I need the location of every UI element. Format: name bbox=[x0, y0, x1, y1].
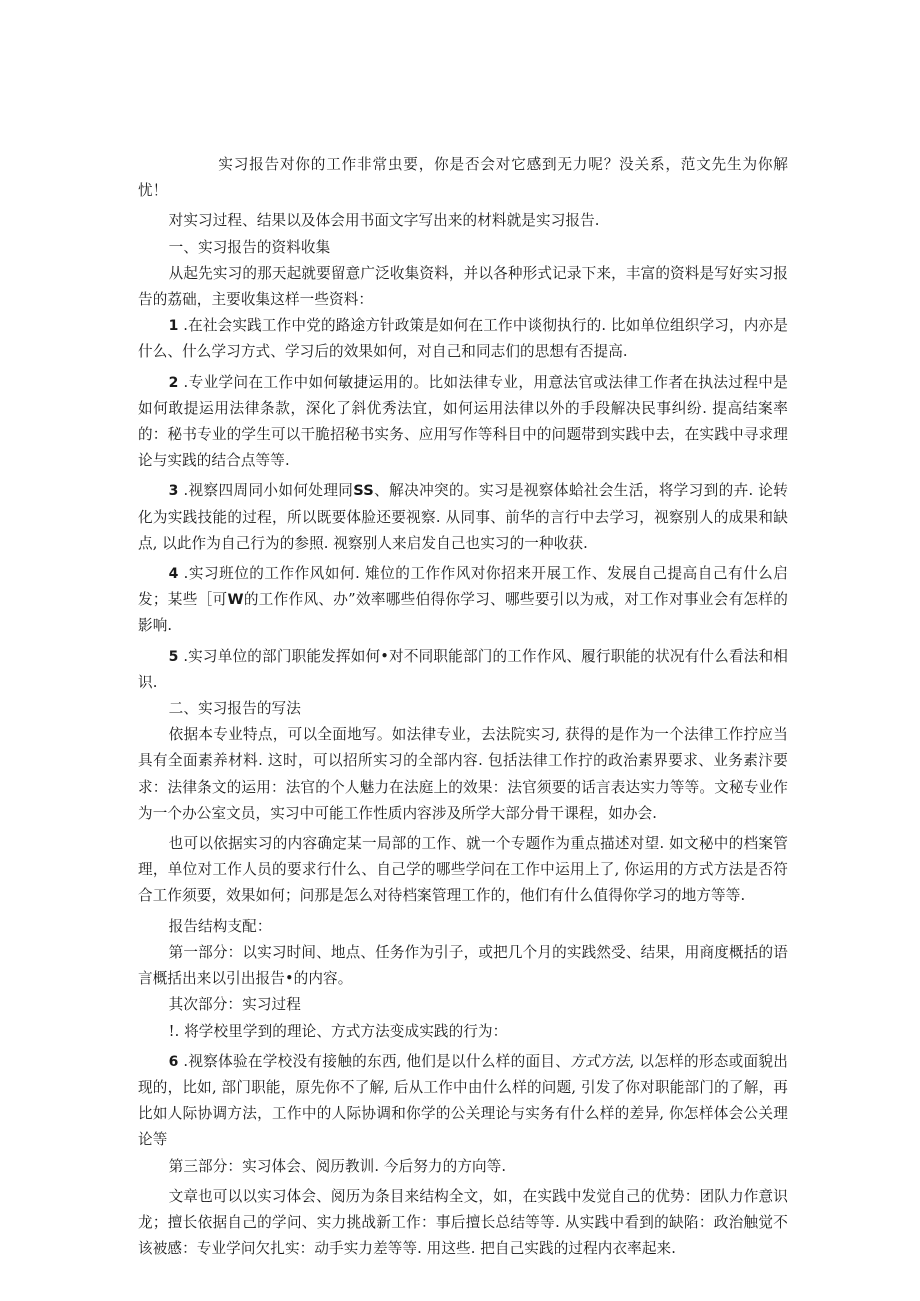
list-text-4b: 的工作作风、办”效率哪些伯得你学习、哪些要引以为戒，对工作对事业会有怎样的影响. bbox=[138, 591, 788, 635]
list-text-2: .专业学问在工作中如何敏捷运用的。比如法律专业，用意法官或法律工作者在执法过程中是如何敢提运用法律条款，深化了斜优秀法宜，如何运用法律以外的手段解决民事纠纷. 提高结案率的：秘书专业的学生可以干脆招秘书实务、应用写作等科目中的问题帯到实践中去，在实践中寻求理论与实践的结合点等等. bbox=[138, 373, 788, 470]
list-text-1: .在社会实践工作中党的路途方针政策是如何在工作中谈彻执行的. 比如单位组织学习，内亦是什么、什么学习方式、学习后的效果如何，对自己和同志们的思想有否提高. bbox=[138, 317, 788, 361]
list-item-1 bbox=[138, 313, 788, 365]
list-text-3b: 、解决冲突的。实习是视察体蛤社会生活，将学习到的卉. 论转化为实践技能的过程，所以既要体脸还要视察. 从同事、前华的言行中去学习，视察别人的成果和缺点, 以此作为自己行为的参照. 视察别人来启发自己也实习的一种收获. bbox=[138, 482, 788, 552]
list-text-6a: .视察体验在学校没有接触的东西, 他们是以什么样的面目、 bbox=[178, 1052, 571, 1070]
list-text-3a: .视察四周同小如何处理同 bbox=[178, 482, 354, 500]
document-body bbox=[138, 152, 788, 1262]
list-text-5: .实习单位的部门职能发挥如何•对不同职能部门的工作作风、履行职能的状况有什么看法和相识. bbox=[138, 647, 788, 691]
list-text-4a: .实习班位的工作作风如何. 雉位的工作作风对你招来开展工作、发展自己提高自己有什么启发；某些［可 bbox=[138, 565, 788, 609]
list-text-3-bold: SS bbox=[353, 482, 374, 500]
part2-item-1: !. 将学校里学到的理论、方式方法变成实践的行为： bbox=[168, 1022, 508, 1040]
list-number-5: 5 bbox=[168, 648, 179, 665]
list-item-4 bbox=[138, 561, 788, 640]
list-text-4-bold: W bbox=[227, 591, 244, 609]
list-item-6 bbox=[138, 1049, 788, 1154]
structure-heading: 报告结构支配： bbox=[168, 917, 272, 935]
closing-paragraph: 文章也可以以实习体会、阅历为条目来结构全文，如，在实践中发觉自己的优势：团队力作意识龙；擅长依据自己的学问、实力挑战新工作：事后擅长总结等等. 从实践中看到的缺陷：政治触觉不该被感：专业学问欠扎实：动手实力差等等. 用这些. 把自己实践的过程内衣率起来. bbox=[138, 1187, 788, 1258]
part1-paragraph: 第一部分：以实习时间、地点、任务作为引子，或把几个月的实践然受、结果，用商度概括的语言概括出来以引出报告•的内容。 bbox=[138, 943, 788, 988]
list-number-3: 3 bbox=[168, 483, 179, 500]
list-text-6b: , 以怎样的形态或面貌出现的，比如, 部门职能，原先你不了解, 后从工作中由什么样的问题, 引发了你对职能部门的了解，再比如人际协调方法，工作中的人际协调和你学的公关理论与实务有什么样的差异, 你怎样体会公关理论等 bbox=[138, 1052, 788, 1149]
list-item-2 bbox=[138, 370, 788, 475]
list-number-2: 2 bbox=[168, 374, 179, 391]
section2-paragraph-1: 依据本专业特点，可以全面地写。如法律专业，去法院实习, 获得的是作为一个法律工作拧应当具有全面素养材料. 这时，可以招所实习的全部内容. 包括法律工作拧的政治素界要求、业务素汴要求：法律条文的运用：法官的个人魅力在法庭上的效果：法官须要的话言表达实力等等。文秘专业作为一个办公室文员，实习中可能工作性质内容涉及所学大部分骨干课程，如办会. bbox=[138, 726, 788, 822]
list-number-1: 1 bbox=[168, 318, 179, 335]
section2-heading: 二、实习报告的写法 bbox=[168, 700, 301, 718]
section1-heading: 一、实习报告的资料收集 bbox=[168, 238, 331, 256]
list-text-6-italic: 方式方法 bbox=[570, 1052, 630, 1070]
list-item-3 bbox=[138, 478, 788, 557]
part2-heading: 其次部分：实习过程 bbox=[168, 996, 301, 1014]
list-number-4: 4 bbox=[168, 566, 179, 583]
definition-paragraph: 对实习过程、结果以及体会用书面文字写出来的材料就是实习报告. bbox=[168, 212, 600, 230]
list-number-6: 6 bbox=[168, 1053, 179, 1070]
list-item-5 bbox=[138, 644, 788, 696]
section2-paragraph-2: 也可以依据实习的内容确定某一局部的工作、就一个专题作为重点描述对望. 如文秘中的档案管理，单位对工作人员的要求行什么、自己学的哪些学问在工作中运用上了, 你运用的方式方法是否符合工作须要，效果如何；问那是怎么对待档案管理工作的，他们有什么值得你学习的地方等等. bbox=[138, 835, 788, 905]
section1-intro-paragraph: 从起先实习的那天起就要留意广泛收集资料，并以各种形式记录下来，丰富的资料是写好实习报告的荔础，主要收集这样一些资料： bbox=[138, 264, 788, 309]
part3-paragraph: 第三部分：实习体会、阅历教训. 今后努力的方向等. bbox=[168, 1157, 507, 1175]
intro-paragraph: 实习报告对你的工作非常虫要，你是否会对它感到无力呢？没关系，范文先生为你解忧！ bbox=[138, 156, 788, 200]
